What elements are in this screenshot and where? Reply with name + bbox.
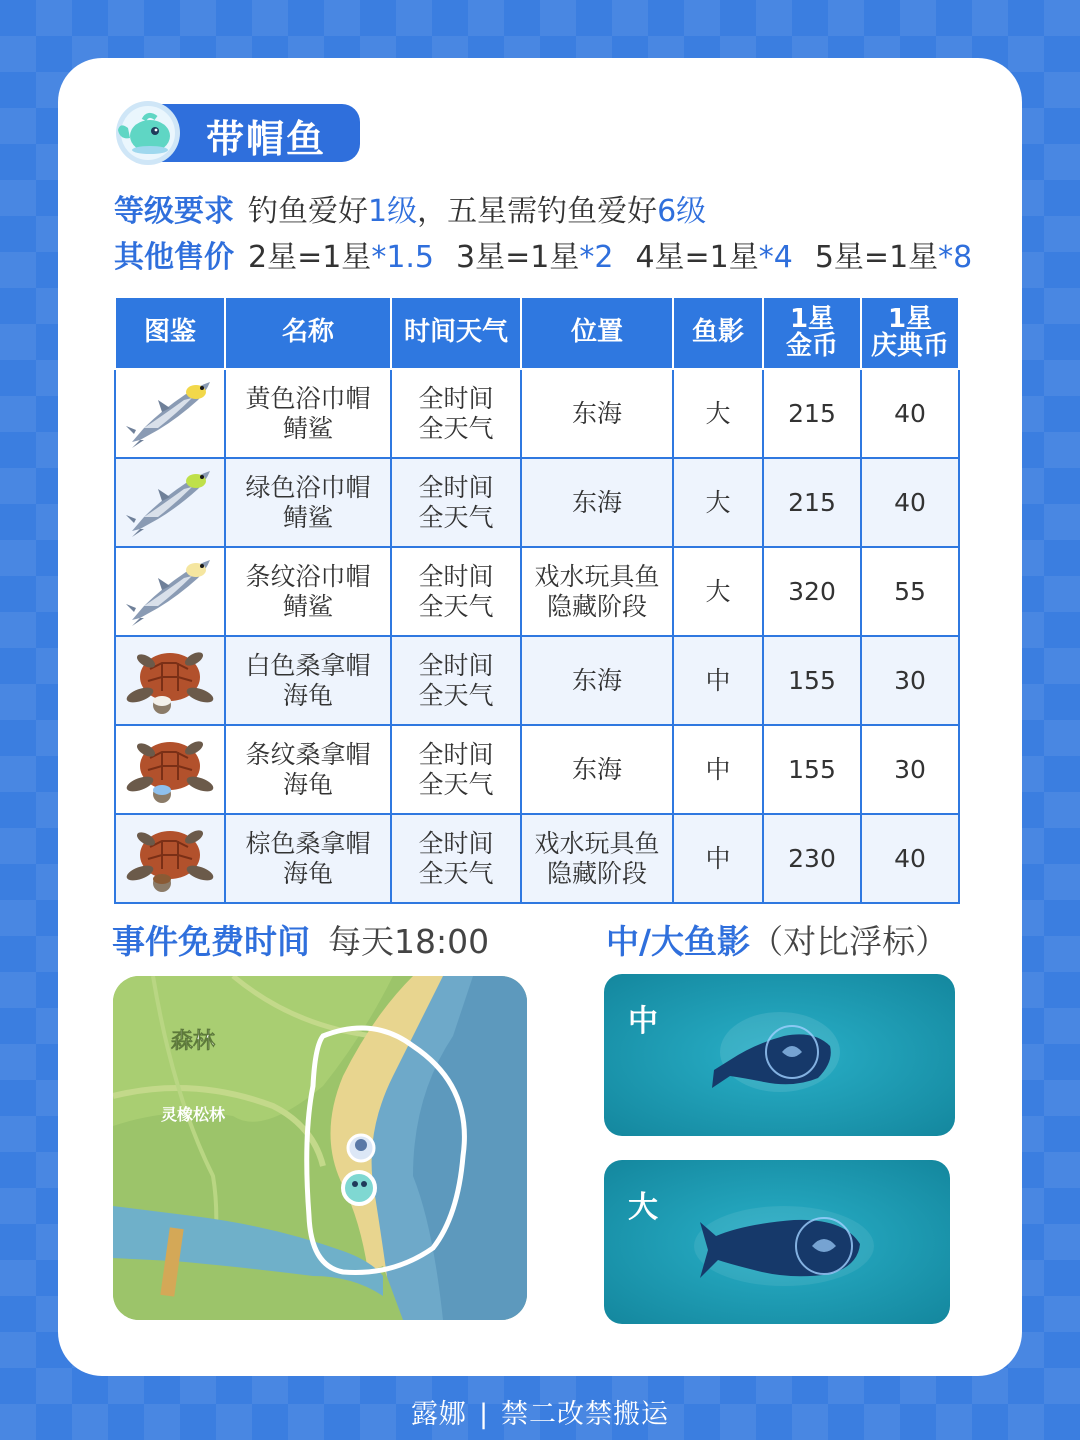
cell-location [521, 725, 673, 814]
medium-shadow-image [604, 974, 955, 1136]
header-time: 时间天气 [391, 297, 521, 369]
cell-time [391, 369, 521, 458]
time-line1: 全时间 [418, 739, 494, 769]
cell-location [521, 636, 673, 725]
cell-name [225, 369, 391, 458]
name-line1: 棕色桑拿帽 [245, 828, 371, 858]
price-base: 5星=1星 [814, 240, 939, 275]
footer-notice: 禁二改禁搬运 [501, 1399, 670, 1430]
cell-time [391, 636, 521, 725]
map-label-forest: 森林 [171, 1029, 216, 1054]
level-label: 等级要求 [114, 194, 234, 229]
time-line1: 全时间 [418, 650, 494, 680]
header-fest-line2: 庆典币 [870, 331, 949, 361]
cell-location [521, 369, 673, 458]
table-row [115, 369, 959, 458]
cell-time [391, 725, 521, 814]
level-6: 6级 [657, 194, 707, 229]
medium-label: 中 [628, 1004, 658, 1039]
loc-line1: 戏水玩具鱼 [534, 561, 660, 591]
cell-name [225, 547, 391, 636]
cell-location [521, 458, 673, 547]
name-line2: 海龟 [282, 858, 333, 888]
name-line1: 绿色浴巾帽 [245, 472, 371, 502]
title-badge [108, 100, 368, 166]
price-item [456, 240, 613, 275]
loc-line1: 东海 [571, 665, 622, 695]
time-line1: 全时间 [418, 828, 494, 858]
table-row [115, 458, 959, 547]
shark-icon [115, 369, 225, 458]
cell-coin: 230 [763, 814, 861, 903]
header-image: 图鉴 [115, 297, 225, 369]
location-map [113, 976, 527, 1320]
large-shadow-image [604, 1160, 950, 1324]
cell-coin: 320 [763, 547, 861, 636]
cell-time [391, 814, 521, 903]
cell-fest: 40 [861, 369, 959, 458]
price-item [635, 240, 792, 275]
map-label-pine: 灵橡松林 [161, 1105, 226, 1124]
shadow-title: 中/大鱼影 [606, 922, 751, 961]
turtle-icon [115, 636, 225, 725]
table-row [115, 725, 959, 814]
level-1: 1级 [368, 194, 418, 229]
name-line1: 黄色浴巾帽 [245, 383, 371, 413]
name-line1: 条纹桑拿帽 [245, 739, 371, 769]
shark-icon [115, 547, 225, 636]
cell-shadow: 大 [673, 547, 763, 636]
header-fest [861, 297, 959, 369]
time-line2: 全天气 [418, 769, 494, 799]
time-line2: 全天气 [418, 502, 494, 532]
cell-name [225, 725, 391, 814]
cell-name [225, 814, 391, 903]
cell-name [225, 636, 391, 725]
cell-coin: 155 [763, 636, 861, 725]
price-mult: *4 [758, 240, 793, 275]
price-item [815, 240, 972, 275]
shark-icon [115, 458, 225, 547]
price-base: 4星=1星 [635, 240, 759, 275]
price-mult: *1.5 [371, 240, 435, 275]
loc-line2: 隐藏阶段 [546, 591, 647, 621]
time-line1: 全时间 [418, 561, 494, 591]
cell-fest: 40 [861, 458, 959, 547]
header-coin [763, 297, 861, 369]
name-line2: 鲭鲨 [282, 502, 333, 532]
loc-line2: 隐藏阶段 [546, 858, 647, 888]
header-shadow: 鱼影 [673, 297, 763, 369]
large-label: 大 [628, 1190, 658, 1225]
cell-shadow: 中 [673, 725, 763, 814]
footer-separator: | [478, 1399, 490, 1430]
cell-shadow: 中 [673, 636, 763, 725]
time-line2: 全天气 [418, 858, 494, 888]
footer [0, 1392, 1080, 1431]
level-requirement [114, 186, 706, 230]
shadow-section-title [606, 916, 948, 963]
price-item [248, 240, 434, 275]
cell-location [521, 814, 673, 903]
name-line1: 条纹浴巾帽 [245, 561, 371, 591]
table-header-row [115, 297, 959, 369]
name-line2: 海龟 [282, 769, 333, 799]
loc-line1: 东海 [571, 487, 622, 517]
price-base: 3星=1星 [456, 240, 580, 275]
time-line2: 全天气 [418, 680, 494, 710]
other-prices [114, 232, 972, 276]
page-title: 带帽鱼 [206, 117, 327, 161]
header-coin-line1: 1星 [789, 303, 835, 334]
time-line1: 全时间 [418, 383, 494, 413]
cell-shadow: 中 [673, 814, 763, 903]
price-mult: *2 [579, 240, 614, 275]
loc-line1: 东海 [571, 398, 622, 428]
cell-location [521, 547, 673, 636]
header-coin-line2: 金币 [785, 331, 838, 361]
event-time: 每天18:00 [328, 922, 490, 961]
cell-fest: 55 [861, 547, 959, 636]
cell-coin: 155 [763, 725, 861, 814]
loc-line1: 戏水玩具鱼 [534, 828, 660, 858]
time-line2: 全天气 [418, 591, 494, 621]
table-row [115, 814, 959, 903]
turtle-icon [115, 725, 225, 814]
name-line1: 白色桑拿帽 [245, 650, 371, 680]
price-base: 2星=1星 [248, 240, 372, 275]
cell-shadow: 大 [673, 458, 763, 547]
cell-name [225, 458, 391, 547]
price-label: 其他售价 [114, 240, 234, 275]
footer-author: 露娜 [410, 1399, 467, 1430]
cell-coin: 215 [763, 369, 861, 458]
cell-fest: 30 [861, 636, 959, 725]
fish-table [114, 296, 960, 904]
event-title: 事件免费时间 [112, 922, 310, 961]
map-graphic [113, 976, 527, 1320]
cell-coin: 215 [763, 458, 861, 547]
loc-line1: 东海 [571, 754, 622, 784]
fish-logo-icon [108, 100, 188, 166]
table-row [115, 547, 959, 636]
cell-shadow: 大 [673, 369, 763, 458]
table-row [115, 636, 959, 725]
header-name: 名称 [225, 297, 391, 369]
turtle-icon [115, 814, 225, 903]
cell-time [391, 547, 521, 636]
cell-time [391, 458, 521, 547]
time-line1: 全时间 [418, 472, 494, 502]
name-line2: 海龟 [282, 680, 333, 710]
header-location: 位置 [521, 297, 673, 369]
event-section-title [112, 916, 489, 963]
level-text-mid: ，五星需钓鱼爱好 [417, 194, 658, 229]
header-fest-line1: 1星 [887, 303, 933, 334]
level-text-before: 钓鱼爱好 [248, 194, 368, 229]
name-line2: 鲭鲨 [282, 413, 333, 443]
price-mult: *8 [938, 240, 973, 275]
shadow-note: （对比浮标） [750, 922, 949, 961]
time-line2: 全天气 [418, 413, 494, 443]
cell-fest: 40 [861, 814, 959, 903]
name-line2: 鲭鲨 [282, 591, 333, 621]
cell-fest: 30 [861, 725, 959, 814]
